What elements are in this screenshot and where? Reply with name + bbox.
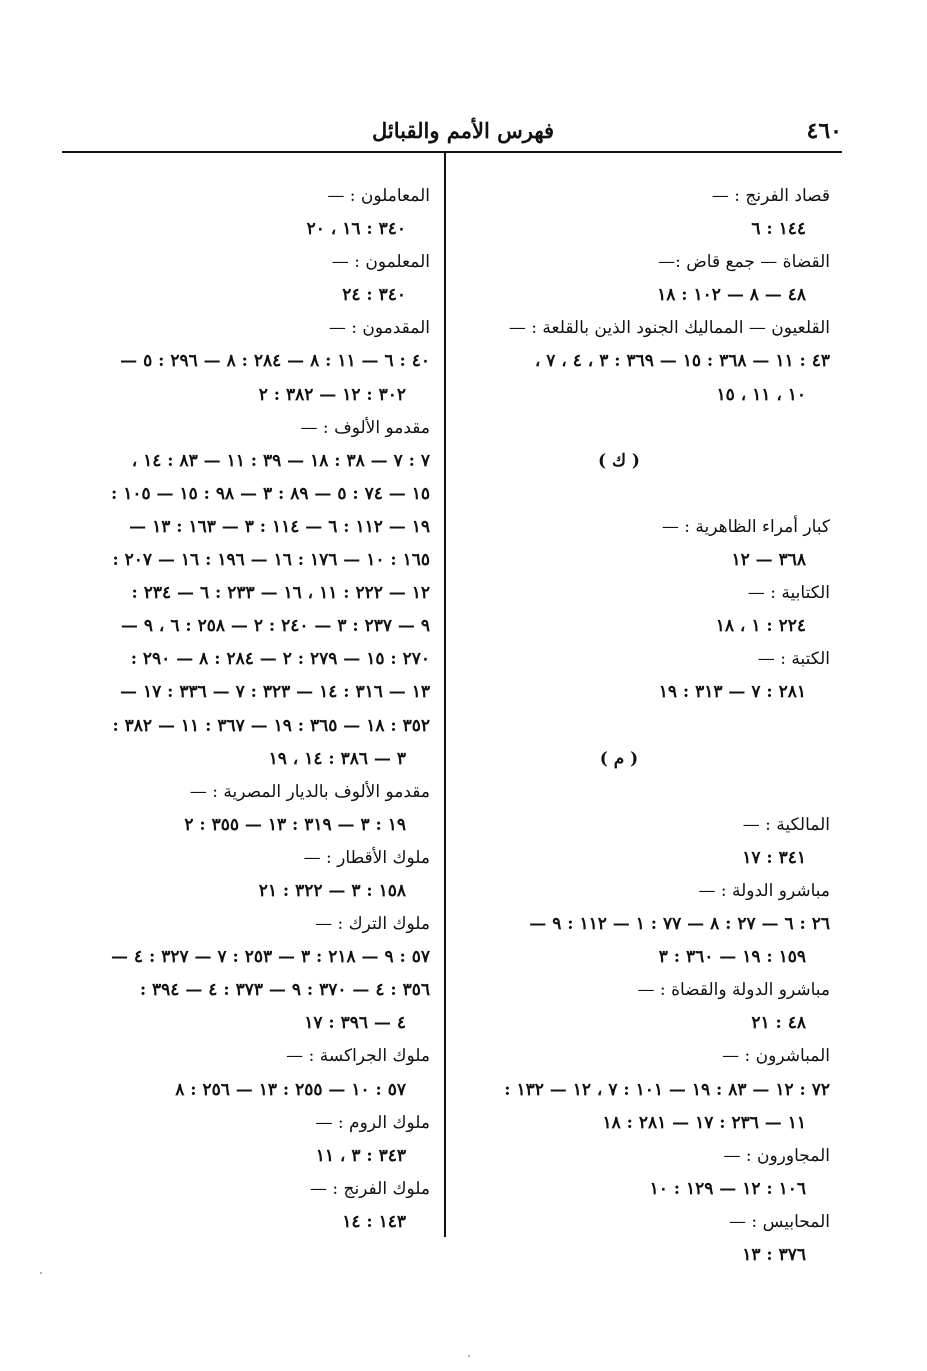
index-entry-heading: الكتابية : —: [747, 583, 830, 604]
index-entry-references: ٣٤٠ : ١٦ ، ٢٠: [306, 219, 406, 240]
right-column: [468, 180, 830, 1272]
spacer: [468, 412, 830, 445]
index-entry-references: ١٠ ، ١١ ، ١٥: [716, 384, 806, 405]
scan-speck: [40, 1272, 42, 1274]
index-entry-references: ٣٤٠ : ٢٤: [342, 285, 406, 306]
index-entry-references: ١٥٩ : ١٩ — ٣٦٠ : ٣: [658, 947, 806, 968]
index-entry-references: ١٣ — ٣١٦ : ١٤ — ٣٢٣ : ٧ — ٣٣٦ : ١٧ —: [120, 682, 430, 703]
index-entry-references: ٤ — ٣٩٦ : ١٧: [304, 1013, 406, 1034]
index-entry-references: ١٥ — ٧٤ : ٥ — ٨٩ : ٣ — ٩٨ : ١٥ — ١٠٥ :: [111, 483, 430, 504]
index-entry-references: ٤٣ : ١١ — ٣٦٨ : ١٥ — ٣٦٩ : ٣ ، ٤ ، ٧ ،: [534, 351, 830, 372]
spacer: [468, 710, 830, 743]
index-entry-heading: ملوك الجراكسة : —: [286, 1046, 430, 1067]
spacer: [468, 776, 830, 809]
index-entry-references: ٣٠٢ : ١٢ — ٣٨٢ : ٢: [258, 384, 406, 405]
index-entry-heading: المقدمون : —: [328, 318, 430, 339]
index-entry-references: ١٩ : ٣ — ٣١٩ : ١٣ — ٣٥٥ : ٢: [184, 814, 406, 835]
index-entry-references: ٩ — ٢٣٧ : ٣ — ٢٤٠ : ٢ — ٢٥٨ : ٦ ، ٩ —: [120, 616, 430, 637]
index-entry-references: ٣٤١ : ١٧: [742, 847, 806, 868]
index-entry-references: ٢٦ : ٦ — ٢٧ : ٨ — ٧٧ : ١ — ١١٢ : ٩ —: [529, 914, 830, 935]
index-entry-heading: المحابيس : —: [729, 1211, 830, 1232]
index-entry-references: ٤٨ — ٨ — ١٠٢ : ١٨: [657, 285, 806, 306]
index-entry-references: ١١ — ٢٣٦ : ١٧ — ٢٨١ : ١٨: [602, 1112, 806, 1133]
index-entry-references: ٣٧٦ : ١٣: [742, 1245, 806, 1265]
index-entry-references: ٣٥٢ : ١٨ — ٣٦٥ : ١٩ — ٣٦٧ : ١١ — ٣٨٢ :: [112, 715, 430, 736]
index-entry-heading: المالكية : —: [742, 814, 830, 835]
index-entry-heading: المباشرون : —: [722, 1046, 830, 1067]
page-title: فهرس الأمم والقبائل: [372, 118, 555, 143]
index-entry-references: ١٤٣ : ١٤: [342, 1211, 406, 1232]
index-entry-references: ١٥٨ : ٣ — ٣٢٢ : ٢١: [258, 880, 406, 901]
index-entry-heading: مقدمو الألوف : —: [300, 417, 430, 438]
index-entry-heading: القضاة — جمع قاض :—: [658, 252, 830, 273]
index-entry-references: ٢٧٠ : ١٥ — ٢٧٩ : ٢ — ٢٨٤ : ٨ — ٢٩٠ :: [130, 649, 430, 670]
index-entry-heading: المعاملون : —: [327, 186, 430, 206]
index-entry-references: ٢٢٤ : ١ ، ١٨: [715, 616, 806, 637]
index-entry-heading: ملوك الأقطار : —: [303, 847, 430, 868]
header-rule: [62, 151, 842, 153]
index-entry-heading: القلعيون — المماليك الجنود الذين بالقلعة : —: [508, 318, 830, 339]
index-entry-references: ٣٥٦ : ٤ — ٣٧٠ : ٩ — ٣٧٣ : ٤ — ٣٩٤ :: [139, 980, 430, 1001]
section-letter: ( م ): [599, 748, 639, 769]
index-entry-references: ١٤٤ : ٦: [751, 219, 806, 240]
index-entry-references: ١٩ — ١١٢ : ٦ — ١١٤ : ٣ — ١٦٣ : ١٣ —: [129, 516, 430, 537]
index-entry-heading: مباشرو الدولة والقضاة : —: [637, 980, 830, 1001]
index-entry-references: ١٠٦ : ١٢ — ١٢٩ : ١٠: [649, 1178, 806, 1199]
page-number: ٤٦٠: [806, 118, 842, 144]
index-entry-references: ٢٨١ : ٧ — ٣١٣ : ١٩: [658, 682, 806, 703]
index-entry-references: ٧ : ٧ — ٣٨ : ١٨ — ٣٩ : ١١ — ٨٣ : ١٤ ،: [131, 450, 430, 471]
column-divider: [444, 152, 446, 1237]
index-entry-references: ١٦٥ : ١٠ — ١٧٦ : ١٦ — ١٩٦ : ١٦ — ٢٠٧ :: [112, 550, 430, 571]
index-entry-heading: كبار أمراء الظاهرية : —: [661, 516, 830, 537]
index-entry-heading: الكتبة : —: [757, 649, 830, 670]
index-entry-references: ٥٧ : ١٠ — ٢٥٥ : ١٣ — ٢٥٦ : ٨: [175, 1079, 406, 1100]
index-entry-references: ٤٨ : ٢١: [751, 1013, 806, 1034]
index-entry-references: ٣ — ٣٨٦ : ١٤ ، ١٩: [268, 748, 406, 769]
scan-speck: [468, 1355, 470, 1357]
index-entry-references: ٥٧ : ٩ — ٢١٨ : ٣ — ٢٥٣ : ٧ — ٣٢٧ : ٤ —: [111, 947, 430, 968]
section-letter: ( ك ): [598, 450, 640, 471]
index-entry-heading: المجاورون : —: [723, 1145, 830, 1166]
index-entry-references: ٣٦٨ — ١٢: [731, 550, 806, 571]
left-column: [62, 180, 430, 1239]
index-entry-references: ١٢ — ٢٢٢ : ١١ ، ١٦ — ٢٣٣ : ٦ — ٢٣٤ :: [131, 583, 430, 604]
index-entry-heading: مباشرو الدولة : —: [698, 880, 830, 901]
index-entry-references: ٤٠ : ٦ — ١١ : ٨ — ٢٨٤ : ٨ — ٢٩٦ : ٥ —: [120, 351, 430, 372]
index-entry-heading: ملوك الترك : —: [315, 914, 430, 935]
spacer: [468, 478, 830, 511]
index-entry-heading: المعلمون : —: [331, 252, 430, 273]
index-entry-heading: قصاد الفرنج : —: [711, 186, 830, 206]
index-entry-heading: مقدمو الألوف بالديار المصرية : —: [189, 781, 430, 802]
index-entry-heading: ملوك الفرنج : —: [309, 1178, 430, 1199]
index-entry-references: ٧٢ : ١٢ — ٨٣ : ١٩ — ١٠١ : ٧ ، ١٢ — ١٣٢ :: [504, 1079, 830, 1100]
index-entry-references: ٣٤٣ : ٣ ، ١١: [315, 1145, 406, 1166]
page-header: [62, 118, 842, 150]
index-entry-heading: ملوك الروم : —: [315, 1112, 430, 1133]
